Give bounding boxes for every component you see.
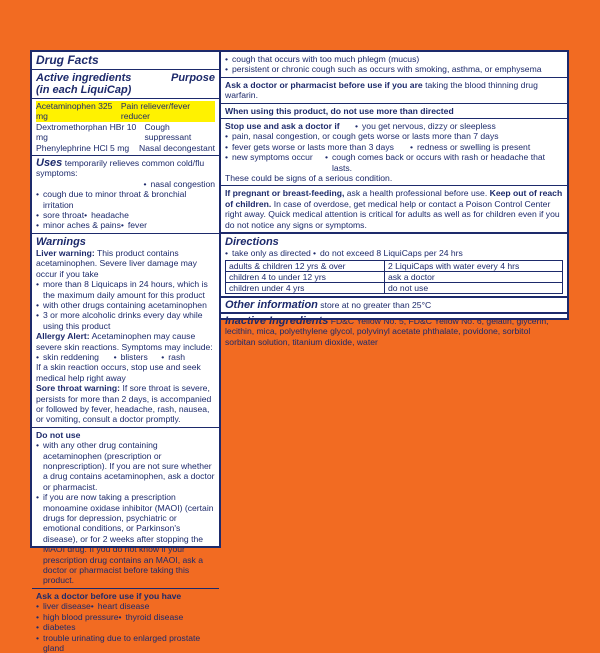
- uses-heading: Uses: [36, 157, 62, 169]
- uses-row-2: [36, 210, 215, 220]
- allergy-item: • rash: [161, 352, 215, 362]
- uses-intro: temporarily relieves common cold/flu symptoms:: [36, 158, 204, 178]
- pregnancy-label: If pregnant or breast-feeding,: [225, 188, 344, 198]
- active-ingredients-heading: Active ingredients: [36, 72, 131, 84]
- other-information-heading: Other information: [225, 299, 318, 311]
- ask-doctor-item: • trouble urinating due to enlarged prostate gland: [36, 633, 215, 653]
- ask-doctor-list: [36, 622, 215, 653]
- do-not-use-heading: Do not use: [36, 430, 215, 440]
- table-cell: children 4 to under 12 yrs: [226, 271, 385, 282]
- stop-use-row-1: [225, 121, 563, 131]
- divider: [221, 232, 567, 234]
- liver-warning-label: Liver warning:: [36, 248, 95, 258]
- divider: [221, 77, 567, 78]
- ask-doctor-heading: Ask a doctor before use if you have: [36, 591, 215, 601]
- drug-facts-title: Drug Facts: [36, 54, 215, 67]
- uses-item: • cough due to minor throat & bronchial irritation: [36, 189, 215, 210]
- inactive-ingredients-heading: Inactive Ingredients: [225, 315, 328, 327]
- table-row: [226, 271, 563, 282]
- do-not-use-item: • with any other drug containing acetaminophen (prescription or nonprescription). If you are not sure whether a drug contains acetaminophen, ask a doctor or pharmacist.: [36, 440, 215, 492]
- divider: [32, 233, 219, 234]
- ask-doctor-item: • high blood pressure: [36, 612, 119, 622]
- stop-use-item: • you get nervous, dizzy or sleepless: [355, 121, 496, 131]
- divider: [32, 155, 219, 156]
- uses-item: • sore throat: [36, 210, 84, 220]
- uses-section: [36, 158, 215, 179]
- liver-item: • more than 8 Liquicaps in 24 hours, which is the maximum daily amount for this product: [36, 279, 215, 300]
- when-using: When using this product, do not use more than directed: [225, 106, 563, 116]
- active-heading-row: [36, 72, 215, 84]
- stop-use-item: • cough comes back or occurs with rash or headache that lasts.: [325, 152, 563, 173]
- divider: [32, 427, 219, 428]
- allergy-alert: [36, 331, 215, 352]
- active-row-acetaminophen: [36, 101, 215, 122]
- divider: [32, 69, 219, 70]
- ask-doctor-row-2: [36, 612, 215, 622]
- stop-use-item: • redness or swelling is present: [410, 142, 530, 152]
- ask-pharmacist-text: taking the blood thinning drug warfarin.: [225, 80, 538, 100]
- liver-warning-text: This product contains acetaminophen. Severe liver damage may occur if you take: [36, 248, 197, 279]
- do-not-use-list: [36, 440, 215, 586]
- ask-doctor-item: • liver disease: [36, 601, 91, 611]
- uses-continued-list: [225, 54, 563, 75]
- allergy-item: • skin reddening: [36, 352, 114, 362]
- table-cell: ask a doctor: [384, 271, 562, 282]
- sore-throat-label: Sore throat warning:: [36, 383, 120, 393]
- directions-items-row: [225, 248, 563, 258]
- ask-doctor-row-1: [36, 601, 215, 611]
- allergy-items-row: [36, 352, 215, 362]
- liver-item: • with other drugs containing acetaminophen: [36, 300, 215, 310]
- divider: [32, 588, 219, 589]
- drug-facts-left-panel: [30, 50, 221, 548]
- overdose-text: In case of overdose, get medical help or contact a Poison Control Center right away. Quick medical attention is critical for adults as well as for children even if you do not notice any signs or symptoms.: [225, 199, 560, 230]
- do-not-use-item: • if you are now taking a prescription monoamine oxidase inhibitor (MAOI) (certain drugs for depression, psychiatric or emotional conditions, or Parkinson's disease), or for 2 weeks after stopping the MAOI drug. If you do not know if your prescription drug contains an MAOI, ask a doctor or pharmacist before taking this product.: [36, 492, 215, 586]
- stop-use-after: These could be signs of a serious condition.: [225, 173, 563, 183]
- ingredient-name: Phenylephrine HCl 5 mg: [36, 143, 129, 153]
- uses-item: • cough that occurs with too much phlegm (mucus): [225, 54, 563, 64]
- liver-warning-list: [36, 279, 215, 331]
- uses-item: • nasal congestion: [144, 179, 216, 189]
- uses-item: • headache: [84, 210, 129, 220]
- table-row: [226, 282, 563, 293]
- sore-throat-text: If sore throat is severe, persists for more than 2 days, is accompanied or followed by fever, headache, rash, nausea, or vomiting, consult a doctor promptly.: [36, 383, 211, 424]
- inactive-ingredients: [225, 316, 563, 347]
- stop-use-item: • new symptoms occur: [225, 152, 325, 162]
- ingredient-name: Acetaminophen 325 mg: [36, 101, 121, 122]
- ask-doctor-item: • heart disease: [91, 601, 150, 611]
- sore-throat-warning: [36, 383, 215, 425]
- table-cell: do not use: [384, 282, 562, 293]
- divider: [221, 185, 567, 186]
- ask-pharmacist: [225, 80, 563, 101]
- allergy-after: If a skin reaction occurs, stop use and seek medical help right away: [36, 362, 215, 383]
- keep-out-of-reach: Keep out of reach of children.: [225, 188, 562, 208]
- uses-item: • fever: [121, 220, 147, 230]
- stop-use-heading: Stop use and ask a doctor if: [225, 121, 355, 131]
- active-ingredients-subheading: (in each LiquiCap): [36, 84, 215, 96]
- ingredient-purpose: Cough suppressant: [144, 122, 215, 143]
- ingredient-name: Dextromethorphan HBr 10 mg: [36, 122, 144, 143]
- divider: [221, 118, 567, 119]
- stop-use-item: • fever gets worse or lasts more than 3 days: [225, 142, 410, 152]
- directions-heading: Directions: [225, 236, 563, 248]
- active-row-phenylephrine: [36, 143, 215, 153]
- ask-doctor-item: • thyroid disease: [119, 612, 184, 622]
- uses-item: • minor aches & pains: [36, 220, 121, 230]
- uses-item: • persistent or chronic cough such as occurs with smoking, asthma, or emphysema: [225, 64, 563, 74]
- ask-doctor-item: • diabetes: [36, 622, 215, 632]
- inactive-ingredients-text: FD&C Yellow No. 5, FD&C Yellow No. 6, gelatin, glycerin, lecithin, mica, polyethylene glycol, polyvinyl acetate phthalate, povidone, sorbitol sorbitan solution, titanium dioxide, water: [225, 316, 549, 347]
- directions-table: [225, 260, 563, 294]
- drug-facts-right-panel: [219, 50, 569, 320]
- stop-use-item: • pain, nasal congestion, or cough gets worse or lasts more than 7 days: [225, 131, 563, 141]
- table-cell: 2 LiquiCaps with water every 4 hrs: [384, 260, 562, 271]
- table-cell: children under 4 yrs: [226, 282, 385, 293]
- table-cell: adults & children 12 yrs & over: [226, 260, 385, 271]
- allergy-item: • blisters: [114, 352, 162, 362]
- stop-use-row-3: [225, 152, 563, 173]
- liver-warning: [36, 248, 215, 279]
- uses-row-1: [36, 179, 215, 189]
- divider: [221, 296, 567, 298]
- uses-row-3: [36, 220, 215, 230]
- divider: [32, 98, 219, 99]
- purpose-heading: Purpose: [171, 72, 215, 84]
- directions-item: • do not exceed 8 LiquiCaps per 24 hrs: [313, 248, 463, 258]
- pregnancy-warning: [225, 188, 563, 230]
- ask-pharmacist-label: Ask a doctor or pharmacist before use if you are: [225, 80, 423, 90]
- directions-item: • take only as directed: [225, 248, 313, 258]
- divider: [221, 103, 567, 104]
- liver-item: • 3 or more alcoholic drinks every day while using this product: [36, 310, 215, 331]
- stop-use-row-2: [225, 142, 563, 152]
- active-row-dextromethorphan: [36, 122, 215, 143]
- ingredient-purpose: Pain reliever/fever reducer: [121, 101, 215, 122]
- allergy-alert-label: Allergy Alert:: [36, 331, 90, 341]
- divider: [221, 312, 567, 314]
- other-information: [225, 300, 563, 310]
- other-information-text: store at no greater than 25°C: [320, 300, 431, 310]
- ingredient-purpose: Nasal decongestant: [139, 143, 215, 153]
- warnings-heading: Warnings: [36, 236, 215, 248]
- pregnancy-text: ask a health professional before use.: [347, 188, 487, 198]
- allergy-alert-text: Acetaminophen may cause severe skin reactions. Symptoms may include:: [36, 331, 213, 351]
- table-row: [226, 260, 563, 271]
